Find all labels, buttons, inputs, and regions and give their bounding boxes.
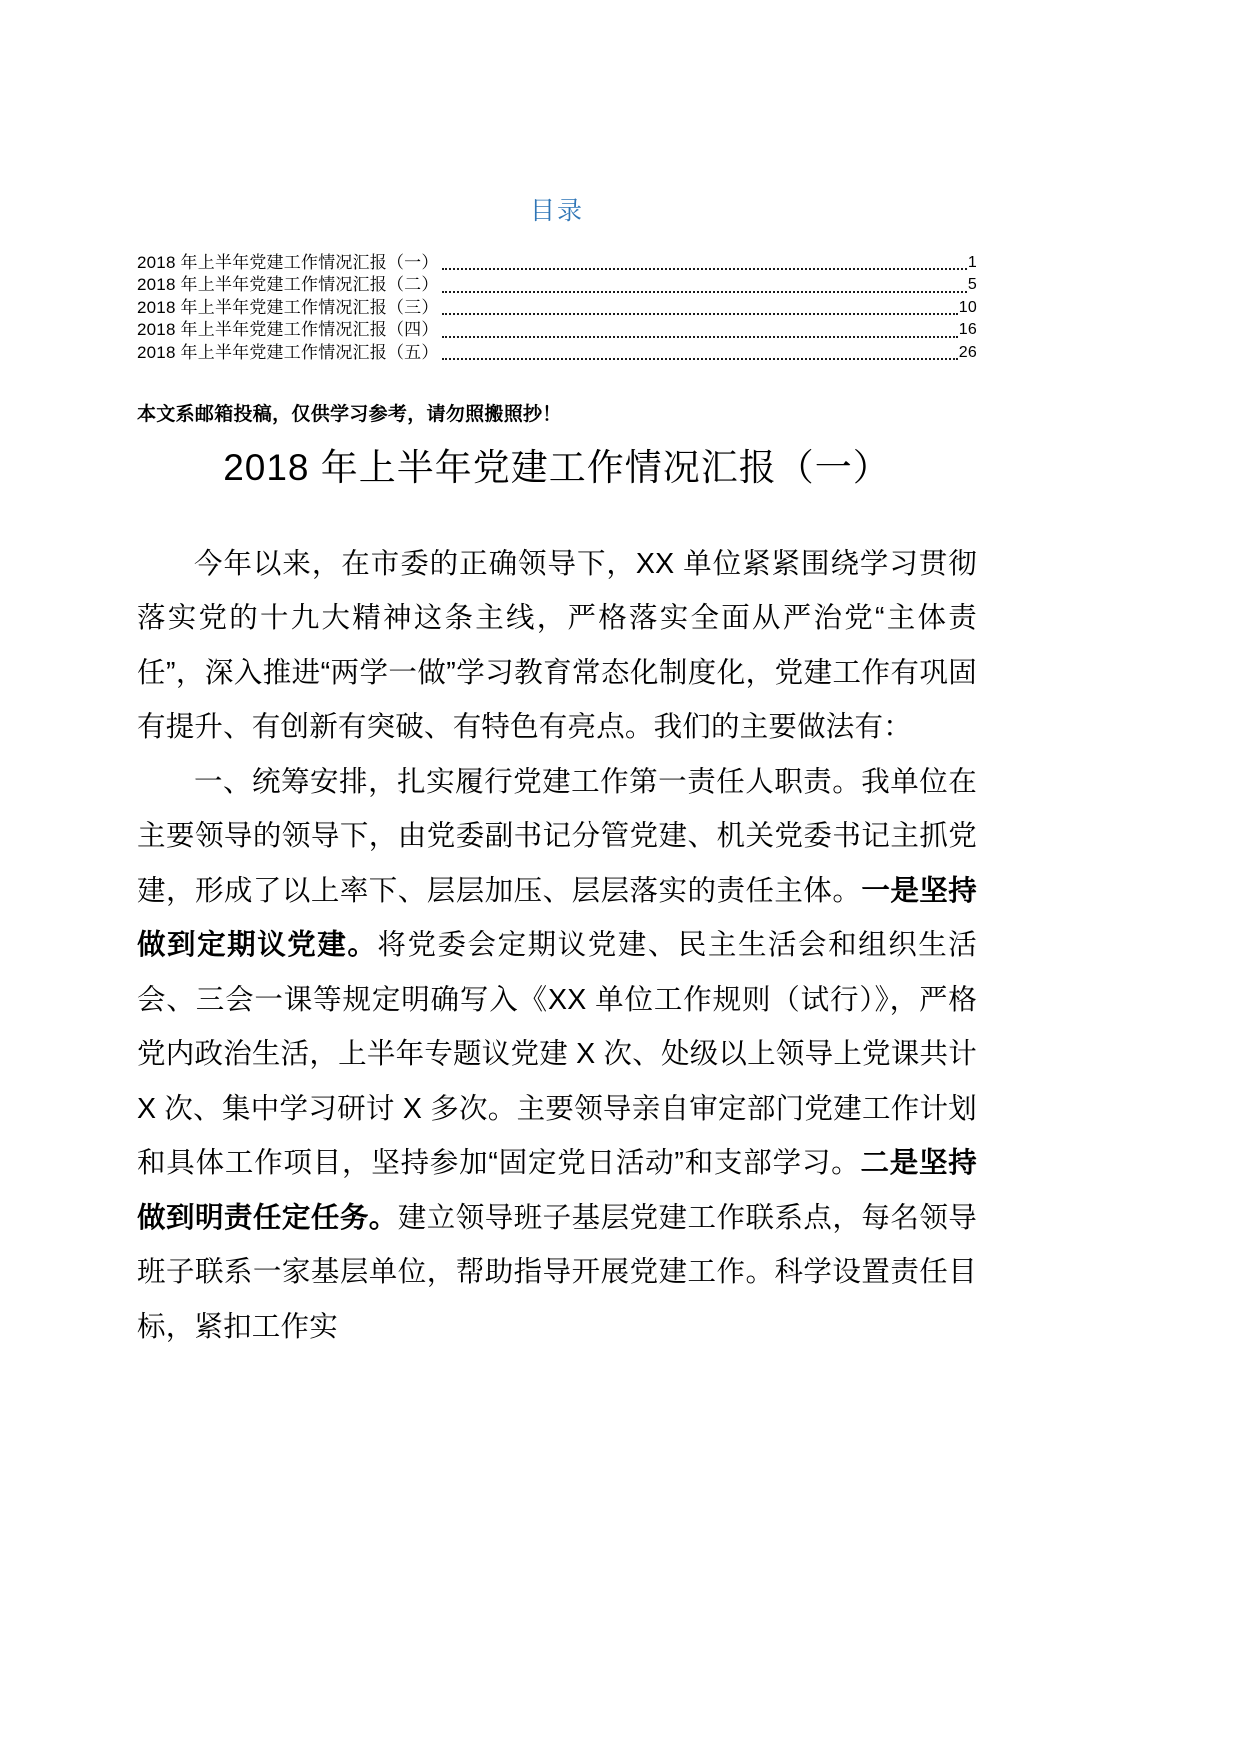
paragraph-2-segment-2: 将党委会定期议党建、民主生活会和组织生活会、三会一课等规定明确写入《XX 单位工作规则（试行）》，严格党内政治生活，上半年专题议党建 X 次、处级以上领导上党课共计 X 次、集中学习研讨 X 多次。主要领导亲自审定部门党建工作计划和具体工作项目，坚持参加“固定党日活动”和支部学习。 (137, 929, 977, 1180)
toc-entry-page: 10 (958, 298, 977, 316)
submission-note: 本文系邮箱投稿，仅供学习参考，请勿照搬照抄！ (137, 404, 562, 425)
body-paragraph-1 (137, 537, 977, 755)
toc-entry-title: 2018 年上半年党建工作情况汇报（一） (137, 252, 439, 272)
toc-entry-title: 2018 年上半年党建工作情况汇报（二） (137, 275, 439, 294)
paragraph-2-bold-2: 二是坚持做到明责任定任务。 (137, 1147, 977, 1234)
body-paragraph-2 (137, 755, 977, 1355)
toc-entry[interactable] (137, 274, 977, 297)
paragraph-1-text: 今年以来，在市委的正确领导下，XX 单位紧紧围绕学习贯彻落实党的十九大精神这条主线，严格落实全面从严治党“主体责任”，深入推进“两学一做”学习教育常态化制度化，党建工作有巩固有提升、有创新有突破、有特色有亮点。我们的主要做法有： (137, 547, 977, 744)
toc-entry-page: 5 (967, 276, 977, 293)
toc-entry-title: 2018 年上半年党建工作情况汇报（五） (137, 342, 439, 362)
toc-entry-title: 2018 年上半年党建工作情况汇报（三） (137, 297, 439, 317)
toc-entry-page: 1 (967, 253, 977, 271)
document-title: 2018 年上半年党建工作情况汇报（一） (223, 446, 891, 488)
toc-entry[interactable] (137, 319, 977, 342)
toc-leader-dots (442, 357, 958, 360)
toc-leader-dots (442, 312, 958, 315)
toc-heading: 目录 (529, 197, 584, 225)
toc-entry-title: 2018 年上半年党建工作情况汇报（四） (137, 320, 439, 339)
toc-leader-dots (442, 335, 958, 338)
page-content (137, 0, 977, 1354)
toc-entry-page: 16 (958, 321, 977, 338)
paragraph-2-segment-1: 一、统筹安排，扎实履行党建工作第一责任人职责。我单位在主要领导的领导下，由党委副书记分管党建、机关党委书记主抓党建，形成了以上率下、层层加压、层层落实的责任主体。 (137, 765, 977, 907)
paragraph-2-segment-3: 建立领导班子基层党建工作联系点，每名领导班子联系一家基层单位，帮助指导开展党建工作。科学设置责任目标，紧扣工作实 (137, 1201, 977, 1343)
paragraph-2-bold-1: 一是坚持做到定期议党建。 (137, 874, 977, 962)
toc-entry[interactable] (137, 297, 977, 320)
toc-list (137, 252, 977, 365)
document-body (137, 537, 977, 1355)
toc-leader-dots (442, 290, 967, 293)
toc-entry[interactable] (137, 252, 977, 275)
toc-entry[interactable] (137, 342, 977, 365)
toc-leader-dots (442, 267, 967, 270)
toc-entry-page: 26 (958, 343, 977, 361)
